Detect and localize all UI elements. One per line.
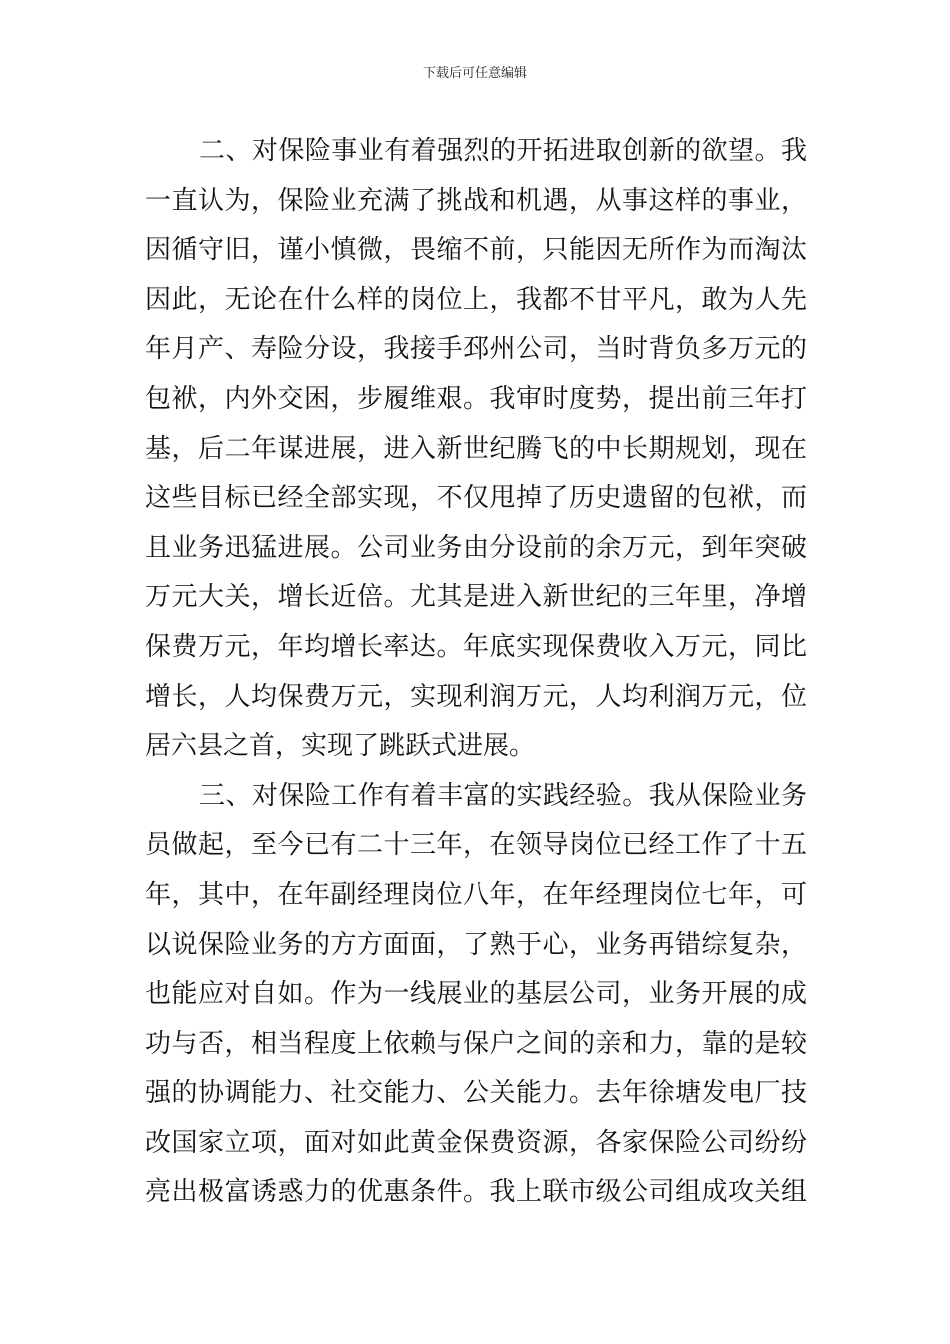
text-line: 员做起，至今已有二十三年，在领导岗位已经工作了十五: [145, 830, 807, 861]
text-line: 因循守旧，谨小慎微，畏缩不前，只能因无所作为而淘汰: [145, 235, 807, 266]
text-line: 以说保险业务的方方面面，了熟于心，业务再错综复杂，: [145, 929, 807, 960]
text-line: 二、对保险事业有着强烈的开拓进取创新的欲望。我: [199, 136, 807, 166]
text-line: 因此，无论在什么样的岗位上，我都不甘平凡，敢为人先: [145, 284, 807, 315]
text-line: 亮出极富诱惑力的优惠条件。我上联市级公司组成攻关组: [145, 1177, 807, 1208]
text-line: 保费万元，年均增长率达。年底实现保费收入万元，同比: [145, 631, 807, 662]
text-line: 居六县之首，实现了跳跃式进展。: [145, 731, 536, 762]
text-line: 三、对保险工作有着丰富的实践经验。我从保险业务: [199, 780, 807, 811]
text-line: 增长，人均保费万元，实现利润万元，人均利润万元，位: [145, 681, 807, 712]
text-line: 基，后二年谋进展，进入新世纪腾飞的中长期规划，现在: [145, 433, 807, 464]
text-line: 强的协调能力、社交能力、公关能力。去年徐塘发电厂技: [145, 1078, 807, 1109]
text-line: 年月产、寿险分设，我接手邳州公司，当时背负多万元的: [145, 334, 807, 365]
page-header: 下载后可任意编辑: [422, 66, 527, 81]
text-line: 一直认为，保险业充满了挑战和机遇，从事这样的事业，: [145, 185, 807, 216]
text-line: 这些目标已经全部实现，不仅甩掉了历史遗留的包袱，而: [145, 483, 807, 514]
text-line: 万元大关，增长近倍。尤其是进入新世纪的三年里，净增: [145, 582, 807, 613]
paragraph-3: [145, 772, 807, 1218]
text-line: 改国家立项，面对如此黄金保费资源，各家保险公司纷纷: [145, 1127, 807, 1158]
paragraph-2: [145, 127, 807, 772]
text-line: 功与否，相当程度上依赖与保户之间的亲和力，靠的是较: [145, 1028, 807, 1059]
text-line: 也能应对自如。作为一线展业的基层公司，业务开展的成: [145, 979, 807, 1010]
text-line: 包袱，内外交困，步履维艰。我审时度势，提出前三年打: [145, 383, 807, 414]
document-body: [145, 127, 807, 1218]
text-line: 年，其中，在年副经理岗位八年，在年经理岗位七年，可: [145, 879, 807, 910]
text-line: 且业务迅猛进展。公司业务由分设前的余万元，到年突破: [145, 532, 807, 563]
